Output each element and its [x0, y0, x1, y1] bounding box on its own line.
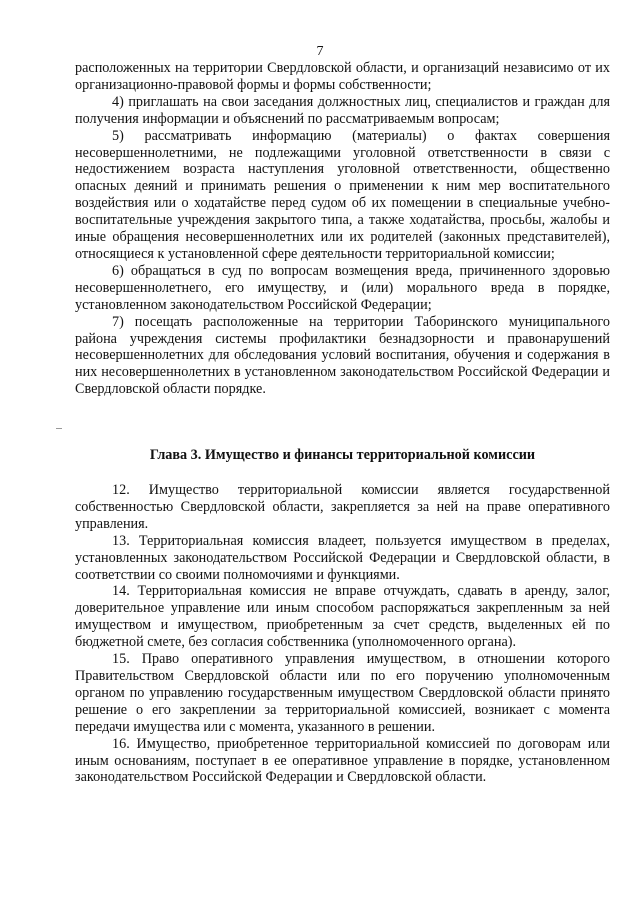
- list-item-5: 5) рассматривать информацию (материалы) о фактах совершения несовершеннолетними, не подлежащими уголовной ответственности в связи с недостижением возраста наступления уголовной ответственности, общественно опасных деяний и принимать решения о применении к ним мер воспитательного воздействия или о ходатайстве перед судом об их помещении в специальные учебно-воспитательные учреждения закрытого типа, а также ходатайства, просьбы, жалобы и иные обращения несовершеннолетних или их родителей (законных представителей), относящиеся к установленной сфере деятельности территориальной комиссии;: [75, 127, 610, 262]
- page-number: 7: [316, 44, 324, 59]
- list-item-6: 6) обращаться в суд по вопросам возмещения вреда, причиненного здоровью несовершеннолетнего, его имуществу, и (или) морального вреда в порядке, установленном законодательством Российской Федерации;: [75, 262, 610, 313]
- paragraph-12: 12. Имущество территориальной комиссии является государственной собственностью Свердловской области, закрепляется за ней на праве оперативного управления.: [75, 482, 610, 532]
- list-item-7: 7) посещать расположенные на территории Таборинского муниципального района учреждения системы профилактики безнадзорности и правонарушений несовершеннолетних для обследования условий воспитания, обучения и содержания в них несовершеннолетних в установленном законодательством Российской Федерации и Свердловской области порядке.: [75, 313, 610, 398]
- paragraph-16: 16. Имущество, приобретенное территориальной комиссией по договорам или иным основаниям, поступает в ее оперативное управление в порядке, установленном законодательством Российской Федерации и Свердловской области.: [75, 735, 610, 786]
- chapter-heading: Глава 3. Имущество и финансы территориальной комиссии: [149, 447, 536, 463]
- paragraph-13: 13. Территориальная комиссия владеет, пользуется имуществом в пределах, установленных законодательством Российской Федерации и Свердловской области, в соответствии со своими полномочиями и функциями.: [75, 532, 610, 583]
- document-body: [75, 60, 610, 398]
- paragraph-15: 15. Право оперативного управления имуществом, в отношении которого Правительством Свердловской области или по его поручению уполномоченным органом по управлению государственным имуществом Свердловской области принято решение о его закреплении за территориальной комиссией, возникает с момента передачи имущества или с момента, указанного в решении.: [75, 651, 610, 735]
- continuation-paragraph: расположенных на территории Свердловской области, и организаций независимо от их организационно-правовой формы и формы собственности;: [75, 60, 610, 93]
- list-item-4: 4) приглашать на свои заседания должностных лиц, специалистов и граждан для получения информации и объяснений по рассматриваемым вопросам;: [75, 93, 610, 127]
- chapter-body: [75, 482, 610, 786]
- paragraph-14: 14. Территориальная комиссия не вправе отчуждать, сдавать в аренду, залог, доверительное управление или иным способом распоряжаться закрепленным за ней имуществом и имуществом, приобретенным за счет средств, выделенных ей по бюджетной смете, без согласия собственника (уполномоченного органа).: [75, 583, 610, 651]
- margin-mark: [56, 428, 62, 429]
